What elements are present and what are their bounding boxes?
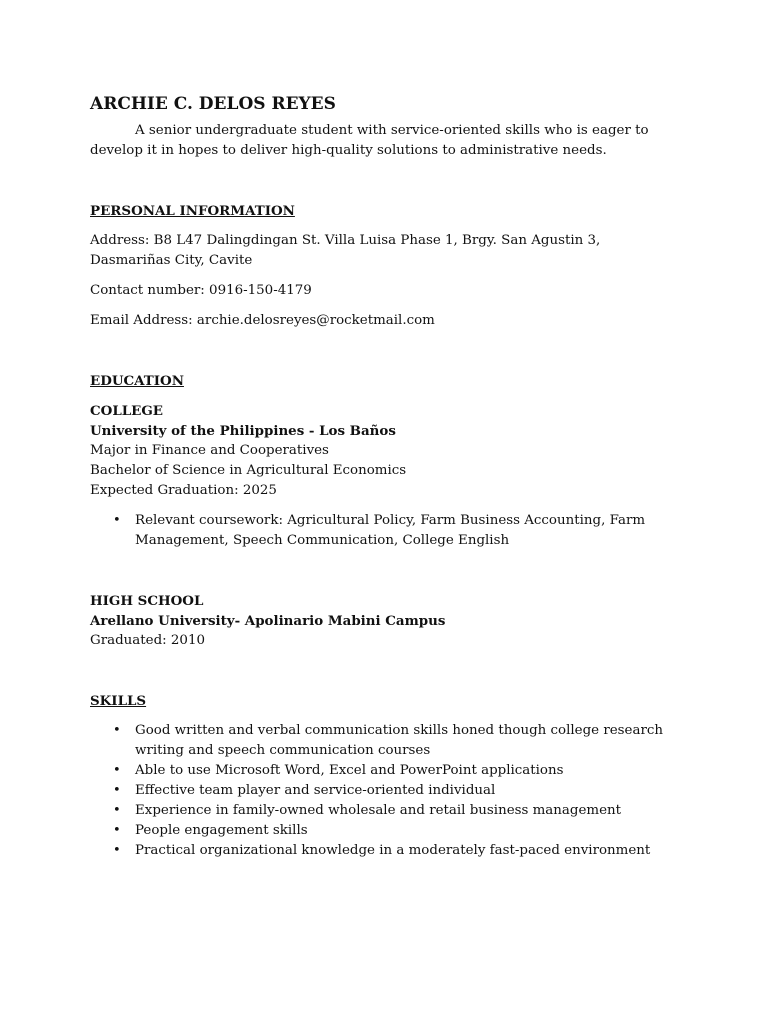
coursework-text: Relevant coursework: Agricultural Policy, Farm Business Accounting, Farm Management, Speech Communication, College English	[135, 513, 646, 548]
email-address-line: Email Address: archie.delosreyes@rocketmail.com	[90, 313, 435, 328]
list-item	[90, 721, 680, 761]
bullet-icon: •	[113, 823, 121, 838]
coursework-list	[90, 511, 680, 551]
skill-text: Practical organizational knowledge in a moderately fast-paced environment	[135, 843, 651, 858]
bullet-icon: •	[113, 783, 121, 798]
education-section	[90, 371, 680, 651]
bullet-icon: •	[113, 723, 121, 738]
skill-text: Able to use Microsoft Word, Excel and PowerPoint applications	[135, 763, 564, 778]
high-school-name: Arellano University- Apolinario Mabini Campus	[90, 613, 446, 629]
skill-text: Effective team player and service-oriented individual	[135, 783, 496, 798]
college-degree: Bachelor of Science in Agricultural Economics	[90, 463, 407, 478]
high-school-level-label: HIGH SCHOOL	[90, 593, 204, 609]
list-item	[90, 781, 680, 801]
applicant-name: ARCHIE C. DELOS REYES	[90, 94, 336, 114]
skill-text: Experience in family-owned wholesale and retail business management	[135, 803, 622, 818]
list-item	[90, 841, 680, 861]
college-level-label: COLLEGE	[90, 403, 164, 419]
contact-number-line: Contact number: 0916-150-4179	[90, 283, 312, 298]
list-item	[90, 511, 680, 551]
education-heading: EDUCATION	[90, 373, 184, 389]
personal-information-section	[90, 201, 680, 331]
high-school-block	[90, 591, 680, 651]
bullet-icon: •	[113, 763, 121, 778]
list-item	[90, 801, 680, 821]
bullet-icon: •	[113, 803, 121, 818]
college-school-name: University of the Philippines - Los Baños	[90, 423, 396, 439]
skill-text: People engagement skills	[135, 823, 308, 838]
college-block	[90, 401, 680, 551]
resume-page	[90, 93, 680, 861]
personal-information-heading: PERSONAL INFORMATION	[90, 203, 295, 219]
skills-list	[90, 721, 680, 861]
bullet-icon: •	[113, 513, 121, 528]
college-major: Major in Finance and Cooperatives	[90, 443, 329, 458]
list-item	[90, 821, 680, 841]
high-school-graduated: Graduated: 2010	[90, 633, 205, 648]
list-item	[90, 761, 680, 781]
address-line: Address: B8 L47 Dalingdingan St. Villa Luisa Phase 1, Brgy. San Agustin 3, Dasmariñas City, Cavite	[90, 233, 601, 268]
summary-paragraph: A senior undergraduate student with service-oriented skills who is eager to develop it in hopes to deliver high-quality solutions to administrative needs.	[90, 123, 649, 158]
skill-text: Good written and verbal communication skills honed though college research writing and speech communication courses	[135, 723, 663, 758]
bullet-icon: •	[113, 843, 121, 858]
skills-section	[90, 691, 680, 861]
skills-heading: SKILLS	[90, 693, 147, 709]
college-graduation: Expected Graduation: 2025	[90, 483, 277, 498]
